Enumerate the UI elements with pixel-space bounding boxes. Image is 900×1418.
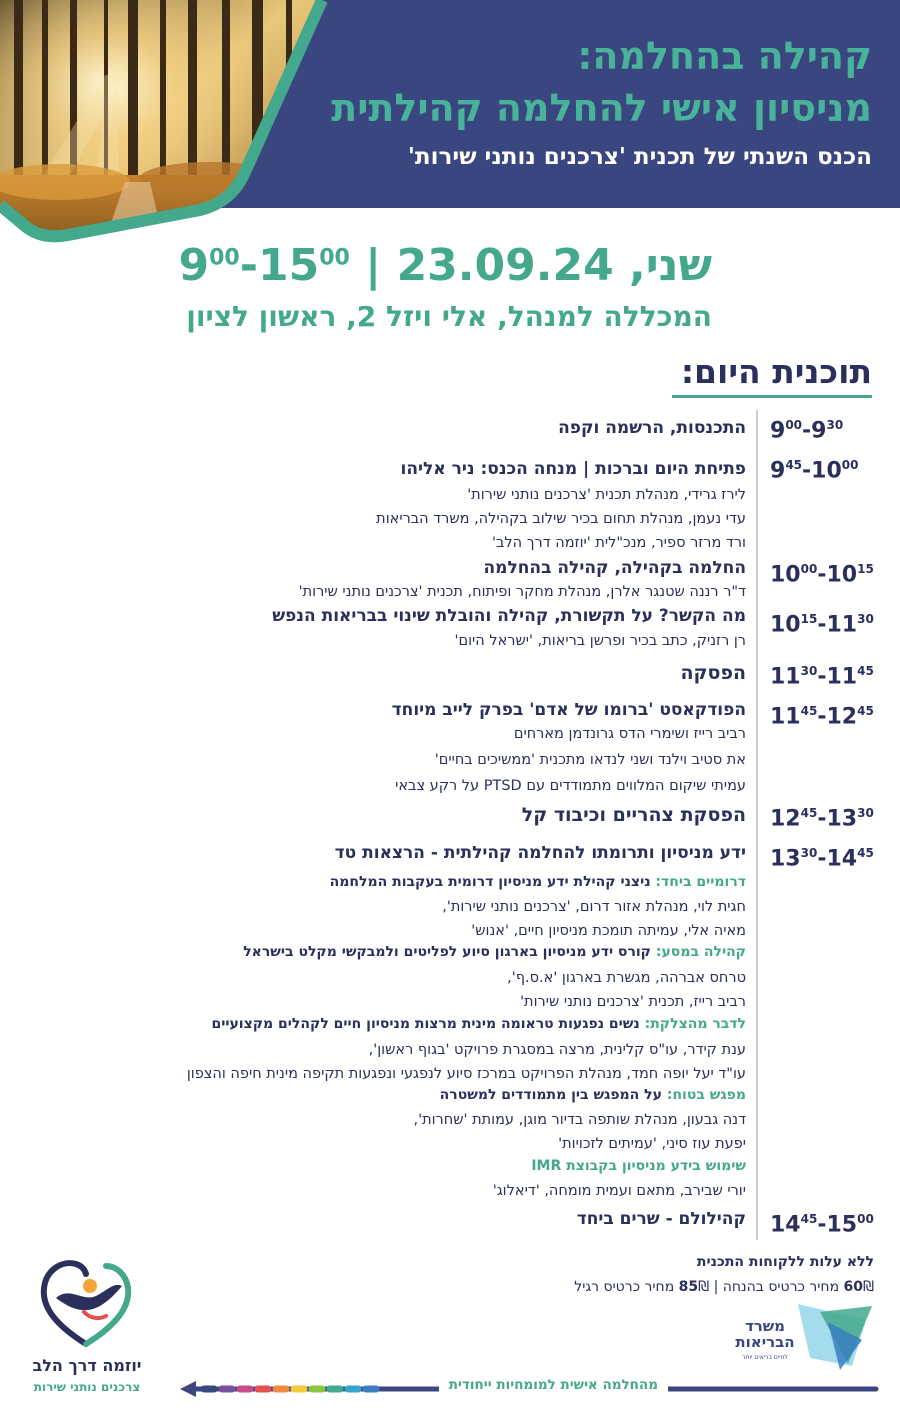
speaker-line: רביב רייז ושימרי הדס גרונדמן מארחים [513, 726, 746, 742]
slot-time: $10^{00}-10^{15}$ [770, 562, 874, 588]
slot-time: $10^{15}-11^{30}$ [770, 612, 874, 638]
speaker-line: לירז גרידי, מנהלת תכנית 'צרכנים נותני שירות' [467, 487, 746, 503]
org-program: צרכנים נותני שירות [33, 1380, 141, 1394]
agenda-title-underline [672, 395, 872, 398]
ticket-prices: 60₪ מחיר כרטיס בהנחה | 85₪ מחיר כרטיס רגיל [574, 1279, 874, 1295]
slot-title: מה הקשר? על תקשורת, קהילה והובלת שינוי בבריאות הנפש [272, 606, 746, 626]
main-title-line2: מניסיון אישי להחלמה קהילתית [331, 86, 872, 130]
speaker-line: רן רזניק, כתב בכיר ופרשן בריאות, 'ישראל היום' [454, 633, 746, 649]
speaker-line: עו"ד יעל יופה חמד, מנהלת הפרויקט במרכז סיוע לנפגעי ונפגעות תקיפה מינית חיפה והצפון [186, 1066, 746, 1082]
free-entry-note: ללא עלות ללקוחות התכנית [696, 1254, 874, 1270]
slot-time: $13^{30}-14^{45}$ [770, 846, 874, 872]
speaker-line: יורי שבירב, מתאם ועמית מומחה, 'דיאלוג' [492, 1183, 746, 1199]
speaker-line: ורד מרזר ספיר, מנכ"לית 'יוזמה דרך הלב' [492, 535, 746, 551]
ministry-name: משרד הבריאות [735, 1317, 795, 1351]
main-title-line1: קהילה בהחלמה: [577, 34, 872, 78]
footer-slogan: מהחלמה אישית למומחיות ייחודית [439, 1377, 668, 1393]
speaker-line: חגית לוי, מנהלת אזור דרום, 'צרכנים נותני שירות', [442, 899, 746, 915]
speaker-line: רביב רייז, תכנית 'צרכנים נותני שירות' [520, 994, 746, 1010]
org-name: יוזמה דרך הלב [32, 1356, 142, 1375]
ted-talk-title: דרומיים ביחד: ניצני קהילת ידע מניסיון דרומית בעקבות המלחמה [329, 874, 746, 890]
slot-time: $12^{45}-13^{30}$ [770, 806, 874, 832]
speaker-line: טרחס אברהה, מגשרת בארגון 'א.ס.ף', [507, 970, 746, 986]
ministry-tagline: לחיים בריאים יותר [742, 1354, 788, 1361]
slot-title: הפסקת צהריים וכיבוד קל [521, 804, 746, 826]
event-date: 23.09.24 [396, 240, 614, 291]
speaker-line: עמיתי שיקום המלווים מתמודדים עם PTSD על רקע צבאי [395, 778, 746, 794]
speaker-line: יפעת עוז סיני, 'עמיתים לזכויות' [558, 1136, 746, 1152]
slot-title: ידע מניסיון ותרומתו להחלמה קהילתית - הרצאות טד [334, 843, 746, 863]
speaker-line: דנה גבעון, מנהלת שותפה בדיור מוגן, עמותת 'שחרות', [413, 1112, 746, 1128]
conference-subtitle: הכנס השנתי של תכנית 'צרכנים נותני שירות' [407, 144, 872, 170]
event-date-time [178, 240, 712, 291]
ted-talk-title: מפגש בטוח: על המפגש בין מתמודדים למשטרה [439, 1087, 746, 1103]
ted-talk-title: קהילה במסע: קורס ידע מניסיון בארגון סיוע לפליטים ולמבקשי מקלט בישראל [243, 944, 746, 960]
speaker-line: ד"ר רננה שטנגר אלרן, מנהלת מחקר ופיתוח, תכנית 'צרכנים נותני שירות' [298, 584, 746, 600]
speaker-line: עדי נעמן, מנהלת תחום בכיר שילוב בקהילה, משרד הבריאות [376, 511, 746, 527]
slot-title: הפסקה [680, 662, 746, 684]
yozma-heart-logo [36, 1252, 136, 1352]
speaker-line: מאיה אלי, עמיתה תומכת מניסיון חיים, 'אנוש' [471, 923, 746, 939]
ted-talk-title: לדבר מהצלקת: נשים נפגעות טראומה מינית מרצות מניסיון חיים לקהלים מקצועיים [211, 1016, 746, 1032]
slot-time: $9^{00}-9^{30}$ [770, 418, 844, 444]
slot-title: קהילולם - שרים ביחד [576, 1209, 746, 1229]
slot-title: התכנסות, הרשמה וקפה [558, 418, 746, 438]
slot-title: החלמה בקהילה, קהילה בהחלמה [483, 558, 746, 578]
ted-talk-title: שימוש בידע מניסיון בקבוצת IMR [531, 1158, 746, 1174]
schedule-divider [756, 410, 758, 1240]
event-time-range: $9^{00}-15^{00}$ [178, 240, 350, 291]
slot-time: $9^{45}-10^{00}$ [770, 458, 859, 484]
date-separator: | [365, 240, 382, 291]
forest-photo [0, 0, 330, 270]
slot-time: $11^{30}-11^{45}$ [770, 664, 874, 690]
event-day: שני, [629, 240, 712, 291]
slot-time: $14^{45}-15^{00}$ [770, 1212, 874, 1238]
speaker-line: את סטיב וילנד ושני לנדאו מתכנית 'ממשיכים בחיים' [434, 752, 746, 768]
agenda-title: תוכנית היום: [680, 352, 872, 391]
slot-time: $11^{45}-12^{45}$ [770, 704, 874, 730]
slot-title: הפודקאסט 'ברומו של אדם' בפרק לייב מיוחד [391, 700, 746, 720]
event-venue: המכללה למנהל, אלי ויזל 2, ראשון לציון [186, 300, 712, 333]
slot-title: פתיחת היום וברכות | מנחה הכנס: ניר אליהו [400, 459, 746, 479]
speaker-line: ענת קידר, עו"ס קלינית, מרצה במסגרת פרויקט 'בגוף ראשון', [368, 1042, 746, 1058]
